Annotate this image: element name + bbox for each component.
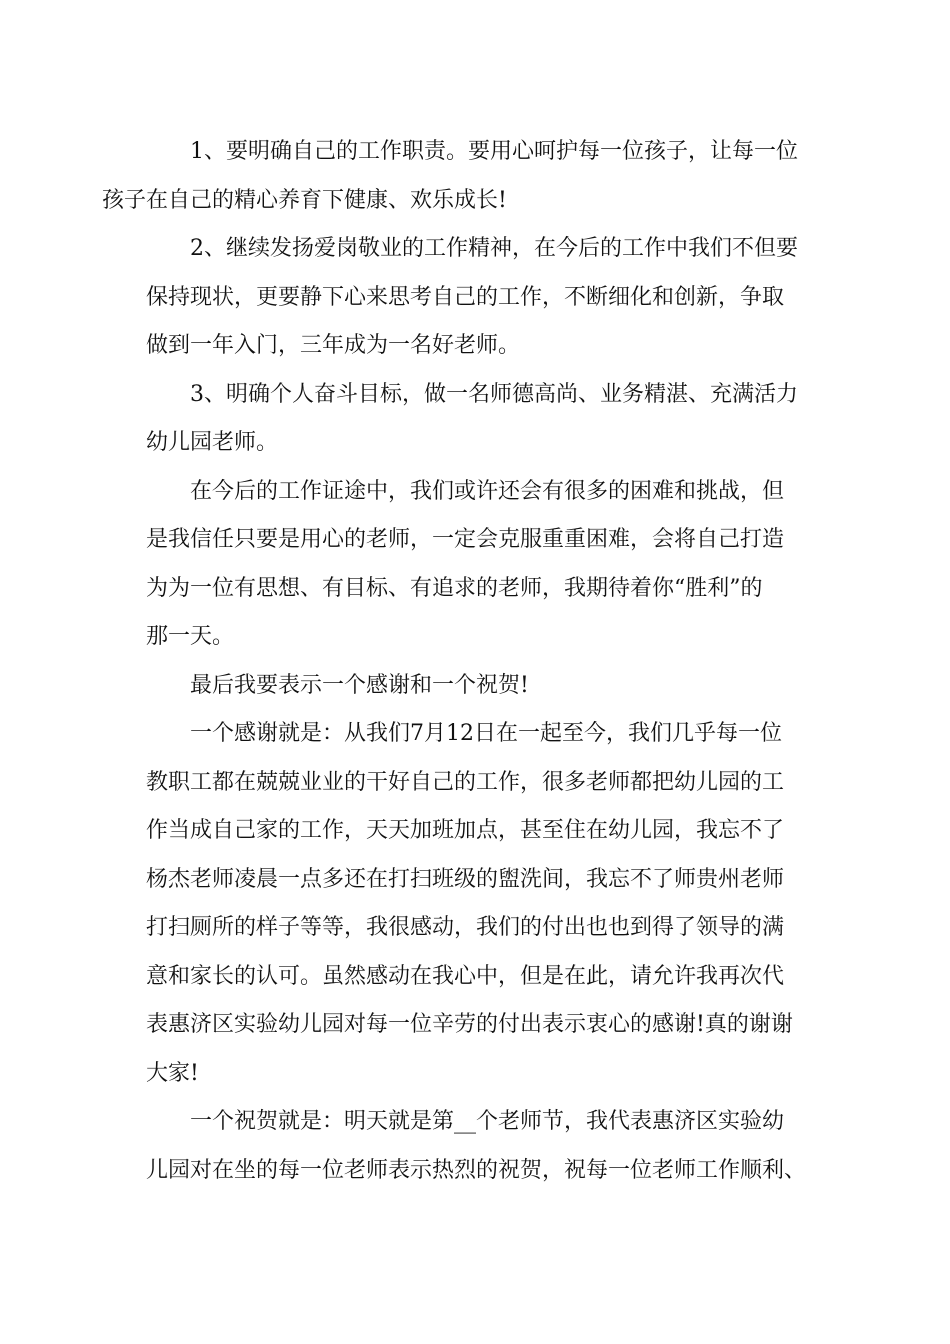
paragraph-2	[146, 225, 826, 371]
text-line: 一个祝贺就是：明天就是第__个老师节，我代表惠济区实验幼	[190, 1109, 785, 1134]
text-line: 儿园对在坐的每一位老师表示热烈的祝贺，祝每一位老师工作顺利、	[146, 1157, 807, 1183]
text-line: 保持现状，更要静下心来思考自己的工作，不断细化和创新，争取	[146, 284, 785, 310]
text-line: 大家!	[146, 1060, 199, 1086]
text-line: 1、要明确自己的工作职责。要用心呵护每一位孩子，让每一位	[190, 139, 798, 164]
text-line: 杨杰老师凌晨一点多还在打扫班级的盥洗间，我忘不了师贵州老师	[146, 866, 785, 892]
text-line: 打扫厕所的样子等等，我很感动，我们的付出也也到得了领导的满	[146, 915, 785, 940]
text-line: 最后我要表示一个感谢和一个祝贺!	[190, 672, 529, 698]
text-line: 孩子在自己的精心养育下健康、欢乐成长!	[102, 187, 507, 213]
text-line: 幼儿园老师。	[146, 430, 279, 455]
text-line: 意和家长的认可。虽然感动在我心中，但是在此，请允许我再次代	[146, 963, 785, 989]
paragraph-6	[146, 710, 826, 1098]
text-line: 2、继续发扬爱岗敬业的工作精神，在今后的工作中我们不但要	[190, 236, 798, 261]
text-line: 教职工都在兢兢业业的干好自己的工作，很多老师都把幼儿园的工	[146, 769, 785, 795]
paragraph-4	[146, 468, 826, 662]
paragraph-3	[146, 371, 826, 468]
text-line: 表惠济区实验幼儿园对每一位辛劳的付出表示衷心的感谢!真的谢谢	[146, 1012, 793, 1037]
text-line: 作当成自己家的工作，天天加班加点，甚至住在幼儿园，我忘不了	[146, 818, 785, 843]
text-line: 那一天。	[146, 624, 235, 649]
text-line: 是我信任只要是用心的老师，一定会克服重重困难，会将自己打造	[146, 527, 785, 552]
text-line: 在今后的工作证途中，我们或许还会有很多的困难和挑战，但	[190, 478, 785, 504]
text-line: 3、明确个人奋斗目标，做一名师德高尚、业务精湛、充满活力	[190, 381, 798, 407]
text-line: 为为一位有思想、有目标、有追求的老师，我期待着你“胜利”的	[146, 575, 763, 601]
document-body	[102, 128, 826, 1195]
paragraph-7	[146, 1098, 826, 1195]
paragraph-1	[102, 128, 826, 225]
text-line: 一个感谢就是：从我们7月12日在一起至今，我们几乎每一位	[190, 721, 782, 746]
paragraph-5	[146, 662, 826, 711]
text-line: 做到一年入门，三年成为一名好老师。	[146, 333, 521, 358]
